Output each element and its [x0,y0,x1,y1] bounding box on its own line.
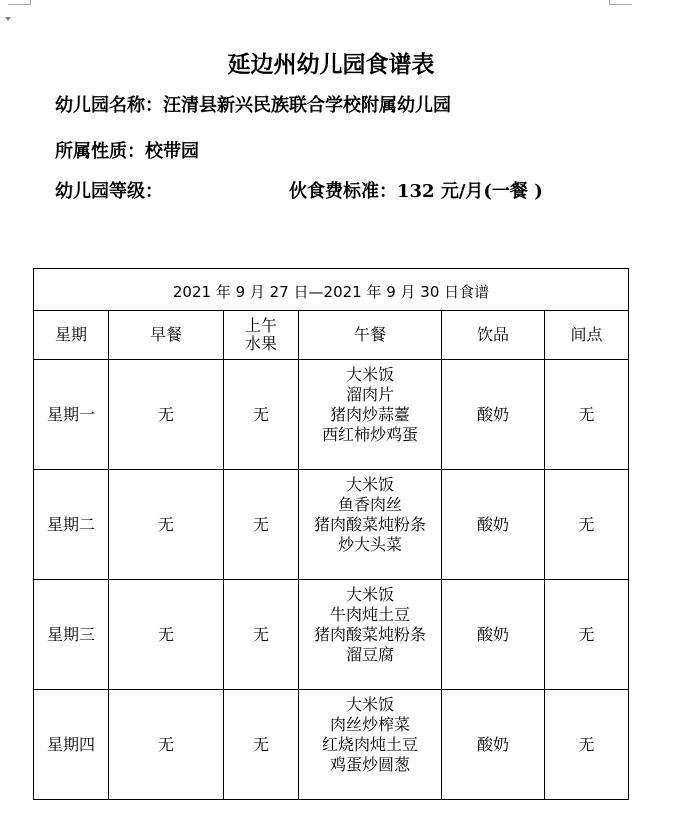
header-morning-fruit-line: 上午 [244,316,277,335]
lunch-cell [299,470,442,580]
page-corner-mark-top-right [609,0,610,5]
header-breakfast: 早餐 [109,311,224,360]
morning-fruit-cell: 无 [224,470,299,580]
lunch-dish: 西红柿炒鸡蛋 [321,425,418,444]
lunch-dish: 大米饭 [345,695,394,714]
drink-cell: 酸奶 [442,470,545,580]
day-cell: 星期四 [34,690,109,800]
page-corner-mark-top-right [609,4,632,5]
page-corner-mark-top-left [8,4,31,5]
table-caption: 2021 年 9 月 27 日—2021 年 9 月 30 日食谱 [34,269,629,311]
drink-cell: 酸奶 [442,690,545,800]
lunch-dish: 牛肉炖土豆 [329,605,410,624]
table-row [34,690,629,800]
document-title: 延边州幼儿园食谱表 [227,51,435,78]
day-cell: 星期三 [34,580,109,690]
kindergarten-name-label: 幼儿园名称： [55,95,163,116]
lunch-dish: 大米饭 [345,365,394,384]
breakfast-cell: 无 [109,470,224,580]
day-cell: 星期一 [34,360,109,470]
table-header-row [34,311,629,360]
table-row [34,360,629,470]
grade-label: 幼儿园等级： [55,181,163,202]
header-drink: 饮品 [442,311,545,360]
lunch-dish: 鸡蛋炒圆葱 [329,755,410,774]
page-corner-mark-top-left [30,0,31,5]
snack-cell: 无 [545,690,629,800]
lunch-dish: 肉丝炒榨菜 [329,715,410,734]
lunch-dish: 猪肉酸菜炖粉条 [313,515,426,534]
snack-cell: 无 [545,360,629,470]
table-caption-row [34,269,629,311]
lunch-dish: 猪肉炒蒜薹 [329,405,410,424]
lunch-cell [299,360,442,470]
day-cell: 星期二 [34,470,109,580]
lunch-cell [299,690,442,800]
breakfast-cell: 无 [109,580,224,690]
morning-fruit-cell: 无 [224,580,299,690]
nature-label: 所属性质： [55,141,145,162]
morning-fruit-cell: 无 [224,690,299,800]
kindergarten-name-line [55,94,451,118]
kindergarten-name-value: 汪清县新兴民族联合学校附属幼儿园 [163,95,451,116]
lunch-dish: 溜豆腐 [345,645,394,664]
meal-fee-label: 伙食费标准： [289,181,397,202]
breakfast-cell: 无 [109,690,224,800]
lunch-dish: 大米饭 [345,585,394,604]
header-lunch: 午餐 [299,311,442,360]
table-row [34,470,629,580]
grade-line [55,180,163,204]
nature-value: 校带园 [145,141,199,162]
header-morning-fruit-line: 水果 [244,334,277,353]
breakfast-cell: 无 [109,360,224,470]
meal-fee-line [289,180,543,204]
table-row [34,580,629,690]
lunch-cell [299,580,442,690]
lunch-dish: 溜肉片 [345,385,394,404]
drink-cell: 酸奶 [442,360,545,470]
lunch-dish: 红烧肉炖土豆 [321,735,418,754]
nature-line [55,140,199,164]
snack-cell: 无 [545,580,629,690]
collapse-heading-arrow-icon[interactable] [5,17,11,21]
lunch-dish: 大米饭 [345,475,394,494]
lunch-dish: 鱼香肉丝 [337,495,402,514]
snack-cell: 无 [545,470,629,580]
header-day: 星期 [34,311,109,360]
header-morning-fruit [224,311,299,360]
meal-fee-value: 132 元/月(一餐 ) [397,181,543,202]
morning-fruit-cell: 无 [224,360,299,470]
lunch-dish: 炒大头菜 [337,535,402,554]
lunch-dish: 猪肉酸菜炖粉条 [313,625,426,644]
header-snack: 间点 [545,311,629,360]
menu-table [33,268,629,800]
drink-cell: 酸奶 [442,580,545,690]
